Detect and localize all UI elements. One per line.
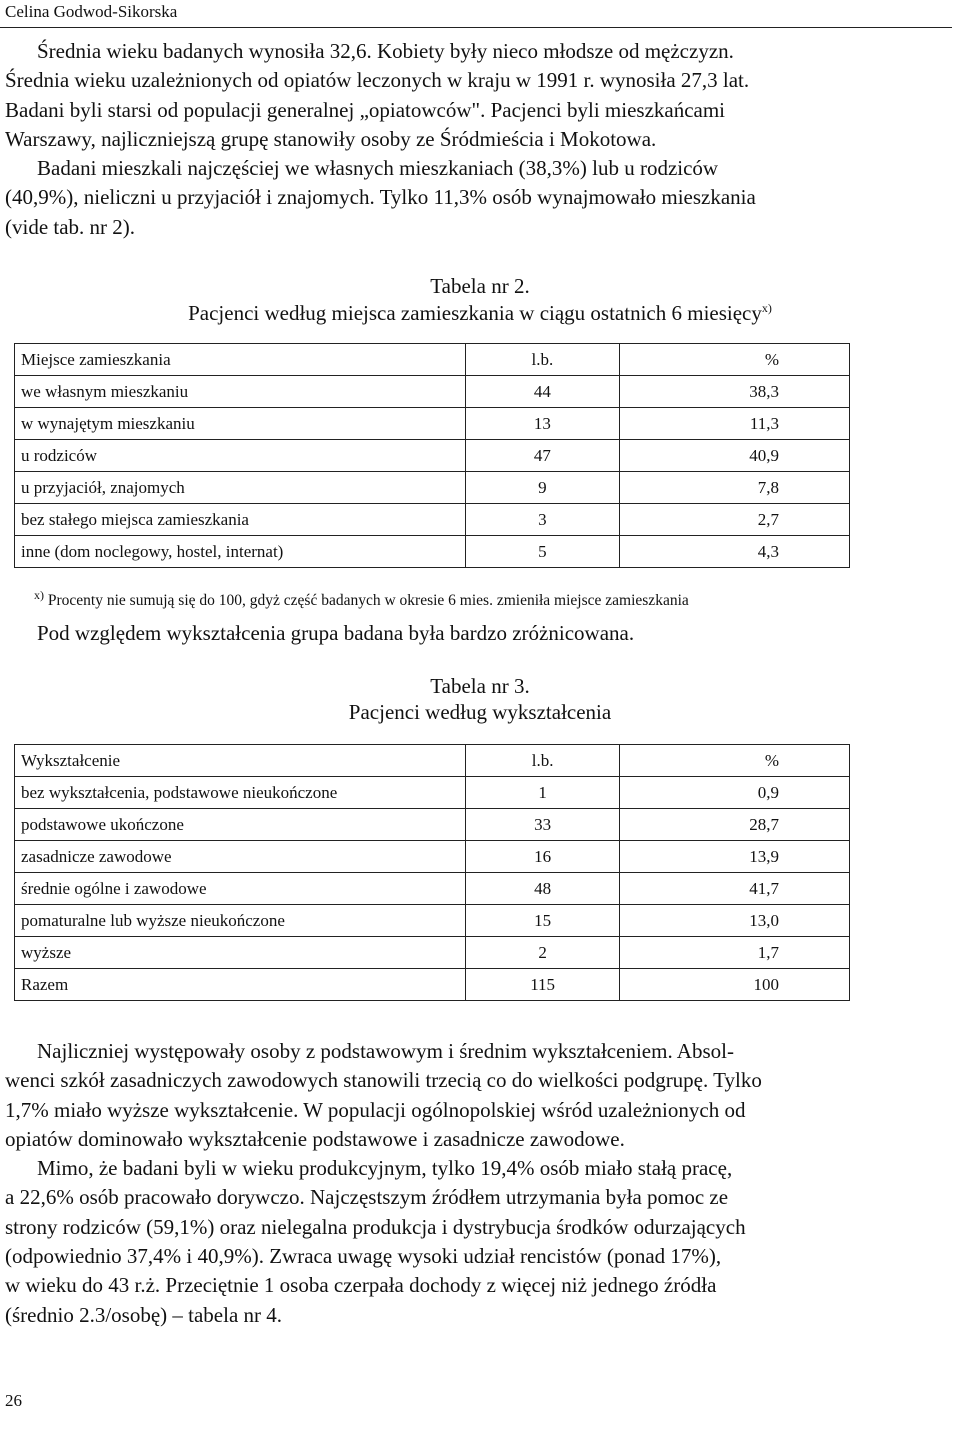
text-line: Średnia wieku uzależnionych od opiatów leczonych w kraju w 1991 r. wynosiła 27,3 lat.: [5, 68, 750, 93]
table-row: [15, 472, 850, 504]
table-cell: 1: [466, 777, 620, 809]
table-cell: 16: [466, 841, 620, 873]
table-row: [15, 504, 850, 536]
table2-title-mark: x): [761, 301, 772, 315]
text-line: wenci szkół zasadniczych zawodowych stanowili trzecią co do wielkości podgrupę. Tylko: [5, 1068, 762, 1093]
footnote-text: Procenty nie sumują się do 100, gdyż część badanych w okresie 6 mies. zmieniła miejsce zamieszkania: [47, 592, 689, 609]
text-line: Średnia wieku badanych wynosiła 32,6. Kobiety były nieco młodsze od mężczyzn.: [37, 39, 734, 63]
text-line: (vide tab. nr 2).: [5, 214, 136, 239]
text-line: a 22,6% osób pracowało dorywczo. Najczęstszym źródłem utrzymania była pomoc ze: [5, 1185, 729, 1210]
table-cell: zasadnicze zawodowe: [15, 841, 466, 873]
text-line: 1,7% miało wyższe wykształcenie. W populacji ogólnopolskiej wśród uzależnionych od: [5, 1097, 746, 1122]
text-line: Mimo, że badani byli w wieku produkcyjnym, tylko 19,4% osób miało stałą pracę,: [37, 1156, 733, 1181]
table-cell: 2,7: [619, 504, 849, 536]
table-cell: Razem: [15, 969, 466, 1001]
table-cell: 38,3: [619, 376, 849, 408]
table-cell: 41,7: [620, 873, 850, 905]
table-cell: 2: [466, 937, 620, 969]
table-cell: średnie ogólne i zawodowe: [15, 873, 466, 905]
table3: [14, 744, 850, 1001]
table-row: [15, 440, 850, 472]
table-row: [15, 873, 850, 905]
table-cell: 13: [465, 408, 619, 440]
text-line: Badani byli starsi od populacji generalnej „opiatowców". Pacjenci byli mieszkańcami: [5, 97, 726, 122]
header-rule: [0, 27, 952, 28]
table-cell: u rodziców: [15, 440, 466, 472]
table-cell: 48: [466, 873, 620, 905]
table-header-cell: Miejsce zamieszkania: [15, 344, 466, 376]
table-cell: u przyjaciół, znajomych: [15, 472, 466, 504]
table-cell: bez wykształcenia, podstawowe nieukończone: [15, 777, 466, 809]
table-cell: 13,9: [620, 841, 850, 873]
table-cell: 11,3: [619, 408, 849, 440]
table-total-row: [15, 969, 850, 1001]
table-cell: inne (dom noclegowy, hostel, internat): [15, 536, 466, 568]
table-header-cell: l.b.: [466, 745, 620, 777]
table-cell: 5: [465, 536, 619, 568]
table-cell: 3: [465, 504, 619, 536]
closing-paragraph: [5, 1037, 853, 1330]
text-line: strony rodziców (59,1%) oraz nielegalna produkcja i dystrybucja środków odurzających: [5, 1214, 746, 1239]
table-row: [15, 937, 850, 969]
table3-title: [0, 697, 960, 728]
table-cell: wyższe: [15, 937, 466, 969]
intro-paragraph: [5, 37, 853, 242]
text-line: (średnio 2.3/osobę) – tabela nr 4.: [5, 1302, 283, 1327]
table-cell: 40,9: [619, 440, 849, 472]
table-row: [15, 777, 850, 809]
table-cell: 15: [466, 905, 620, 937]
table-header-row: [15, 344, 850, 376]
text-line: Pod względem wykształcenia grupa badana była bardzo zróżnicowana.: [37, 621, 635, 645]
table-row: [15, 809, 850, 841]
table-header-cell: %: [619, 344, 849, 376]
page-number: 26: [5, 1391, 22, 1410]
text-line: w wieku do 43 r.ż. Przeciętnie 1 osoba czerpała dochody z więcej niż jednego źródła: [5, 1273, 717, 1298]
table3-label-text: Tabela nr 3.: [430, 674, 530, 698]
table2-label-text: Tabela nr 2.: [430, 274, 530, 298]
table2-footnote: [34, 587, 954, 612]
table-header-cell: Wykształcenie: [15, 745, 466, 777]
table-cell: 7,8: [619, 472, 849, 504]
table-cell: podstawowe ukończone: [15, 809, 466, 841]
text-line: (odpowiednio 37,4% i 40,9%). Zwraca uwagę wysoki udział rencistów (ponad 17%),: [5, 1244, 722, 1269]
table-cell: 44: [465, 376, 619, 408]
table-row: [15, 376, 850, 408]
table-row: [15, 841, 850, 873]
text-line: Badani mieszkali najczęściej we własnych mieszkaniach (38,3%) lub u rodziców: [37, 156, 719, 181]
table-header-cell: %: [620, 745, 850, 777]
table-row: [15, 905, 850, 937]
table-header-cell: l.b.: [465, 344, 619, 376]
text-line: Najliczniej występowały osoby z podstawowym i średnim wykształceniem. Absol-: [37, 1039, 734, 1063]
header-author: Celina Godwod-Sikorska: [5, 2, 178, 21]
table-cell: pomaturalne lub wyższe nieukończone: [15, 905, 466, 937]
table-cell: 115: [466, 969, 620, 1001]
table-cell: 100: [620, 969, 850, 1001]
table-cell: bez stałego miejsca zamieszkania: [15, 504, 466, 536]
table-cell: 9: [465, 472, 619, 504]
table2-title: [0, 298, 960, 329]
table-cell: w wynajętym mieszkaniu: [15, 408, 466, 440]
table3-title-text: Pacjenci według wykształcenia: [348, 700, 612, 724]
table-cell: 0,9: [620, 777, 850, 809]
table-cell: 1,7: [620, 937, 850, 969]
footnote-mark: x): [34, 587, 44, 602]
text-line: opiatów dominowało wykształcenie podstawowe i zasadnicze zawodowe.: [5, 1126, 625, 1151]
table-cell: we własnym mieszkaniu: [15, 376, 466, 408]
table-row: [15, 536, 850, 568]
table2: [14, 343, 850, 568]
table-cell: 13,0: [620, 905, 850, 937]
table-cell: 28,7: [620, 809, 850, 841]
mid-paragraph: [5, 619, 853, 648]
running-header: [5, 1, 945, 23]
table2-title-text: Pacjenci według miejsca zamieszkania w ciągu ostatnich 6 miesięcy: [188, 301, 762, 325]
table-cell: 33: [466, 809, 620, 841]
table-cell: 4,3: [619, 536, 849, 568]
table-cell: 47: [465, 440, 619, 472]
table-header-row: [15, 745, 850, 777]
text-line: (40,9%), nieliczni u przyjaciół i znajomych. Tylko 11,3% osób wynajmowało mieszkania: [5, 185, 756, 210]
text-line: Warszawy, najliczniejszą grupę stanowiły osoby ze Śródmieścia i Mokotowa.: [5, 126, 657, 151]
table-row: [15, 408, 850, 440]
